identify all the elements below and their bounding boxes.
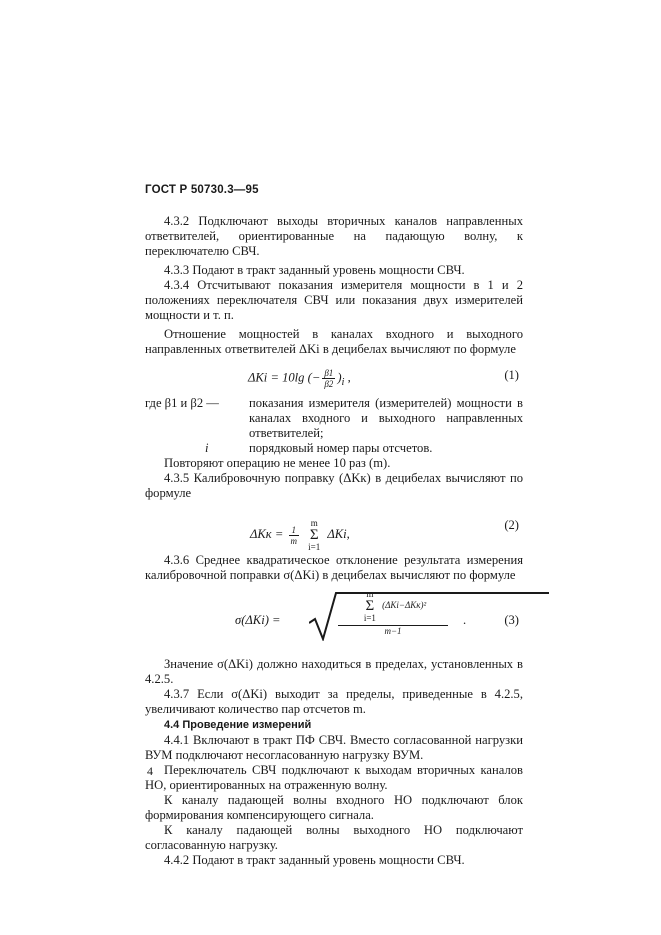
formula-3-dot: . [463, 613, 467, 627]
section-title-text: 4.4 Проведение измерений [164, 719, 312, 731]
formula-3-sum-top: m [366, 589, 374, 599]
where-text-2: порядковый номер пары отсчетов. [249, 441, 433, 455]
formula-1-subscript: i [341, 376, 345, 388]
formula-3-radicand [338, 589, 448, 636]
formula-3-denominator: m−1 [384, 626, 402, 636]
paragraph-value: Значение σ(ΔKi) должно находиться в пределах, установленных в 4.2.5. [145, 657, 523, 686]
formula-2-expression [250, 518, 350, 552]
page-number: 4 [147, 764, 153, 778]
formula-2-lhs: ΔKк = [250, 526, 284, 541]
formula-3-sum-bottom: i=1 [363, 613, 376, 623]
paragraph-switch: Переключатель СВЧ подключают к выходам вторичных каналов НО, ориентированных на отраженную волну. [145, 763, 523, 792]
paragraph-4-3-5: 4.3.5 Калибровочную поправку (ΔKк) в децибелах вычисляют по формуле [145, 471, 523, 500]
section-title-4-4 [145, 717, 523, 733]
where-symbol-2: i [205, 441, 209, 455]
paragraph-4-4-2: 4.4.2 Подают в тракт заданный уровень мощности СВЧ. [164, 853, 465, 867]
formula-1-expression: ΔKi = 10lg (− $\frac{\beta 1}{\beta 2}$ )$_i$ , [248, 368, 351, 389]
formula-1 [145, 360, 523, 394]
formula-2-number: (2) [504, 518, 519, 532]
formula-3-numerator-text: (ΔKi−ΔKк)² [382, 600, 427, 611]
document-page [145, 183, 523, 868]
paragraph-4-3-2: 4.3.2 Подключают выходы вторичных каналов направленных ответвителей, ориентированные на падающую волну, к переключателю СВЧ. [145, 214, 523, 258]
formula-2-fraction [289, 525, 300, 546]
paragraph-4-3-3: 4.3.3 Подают в тракт заданный уровень мощности СВЧ. [164, 263, 465, 277]
formula-2-rhs: ΔKi, [327, 526, 350, 541]
where-block [145, 396, 523, 456]
standard-header: ГОСТ Р 50730.3—95 [145, 184, 259, 196]
formula-1-fraction [322, 368, 335, 389]
formula-3-sum [364, 589, 376, 623]
where-text-1: показания измерителя (измерителей) мощности в каналах входного и выходного направленных ответвителей; [249, 396, 523, 440]
formula-1-number: (1) [504, 368, 519, 382]
formula-2-numerator: 1 [289, 525, 300, 536]
formula-3-number: (3) [504, 613, 519, 627]
formula-3-lhs: σ(ΔKi) = [235, 613, 281, 627]
paragraph-ratio: Отношение мощностей в каналах входного и выходного направленных ответвителей ΔKi в децибелах вычисляют по формуле [145, 327, 523, 356]
formula-2-sum-bottom: i=1 [308, 542, 321, 552]
where-lead: где β1 и β2 — [145, 396, 219, 410]
formula-3-numerator [338, 589, 448, 626]
paragraph-input-channel: К каналу падающей волны входного НО подключают блок формирования компенсирующего сигнала. [145, 793, 523, 822]
formula-1-lhs: ΔKi = 10lg [248, 370, 305, 385]
paragraph-4-4-1: 4.4.1 Включают в тракт ПФ СВЧ. Вместо согласованной нагрузки ВУМ подключают несогласованную нагрузку ВУМ. [145, 733, 523, 762]
formula-3 [145, 585, 523, 651]
formula-2 [145, 507, 523, 552]
paragraph-4-3-6: 4.3.6 Среднее квадратическое отклонение результата измерения калибровочной поправки σ(ΔKi) в децибелах вычисляют по формуле [145, 553, 523, 582]
paragraph-repeat: Повторяют операцию не менее 10 раз (m). [164, 456, 391, 470]
paragraph-4-3-4: 4.3.4 Отсчитывают показания измерителя мощности в 1 и 2 положениях переключателя СВЧ или показания двух измерителей мощности и т. п. [145, 278, 523, 322]
formula-2-sum-top: m [310, 518, 318, 528]
paragraph-4-3-7: 4.3.7 Если σ(ΔKi) выходит за пределы, приведенные в 4.2.5, увеличивают количество пар отсчетов m. [145, 687, 523, 716]
formula-2-denominator: m [290, 535, 297, 546]
paragraph-output-channel: К каналу падающей волны выходного НО подключают согласованную нагрузку. [145, 823, 523, 852]
formula-3-sum-sign: Σ [365, 598, 375, 614]
formula-2-sum-sign: Σ [309, 527, 319, 543]
formula-1-comma: , [347, 370, 351, 385]
formula-1-denominator: β2 [324, 379, 334, 389]
formula-1-numerator: β1 [324, 368, 334, 378]
formula-2-sum [308, 518, 320, 552]
